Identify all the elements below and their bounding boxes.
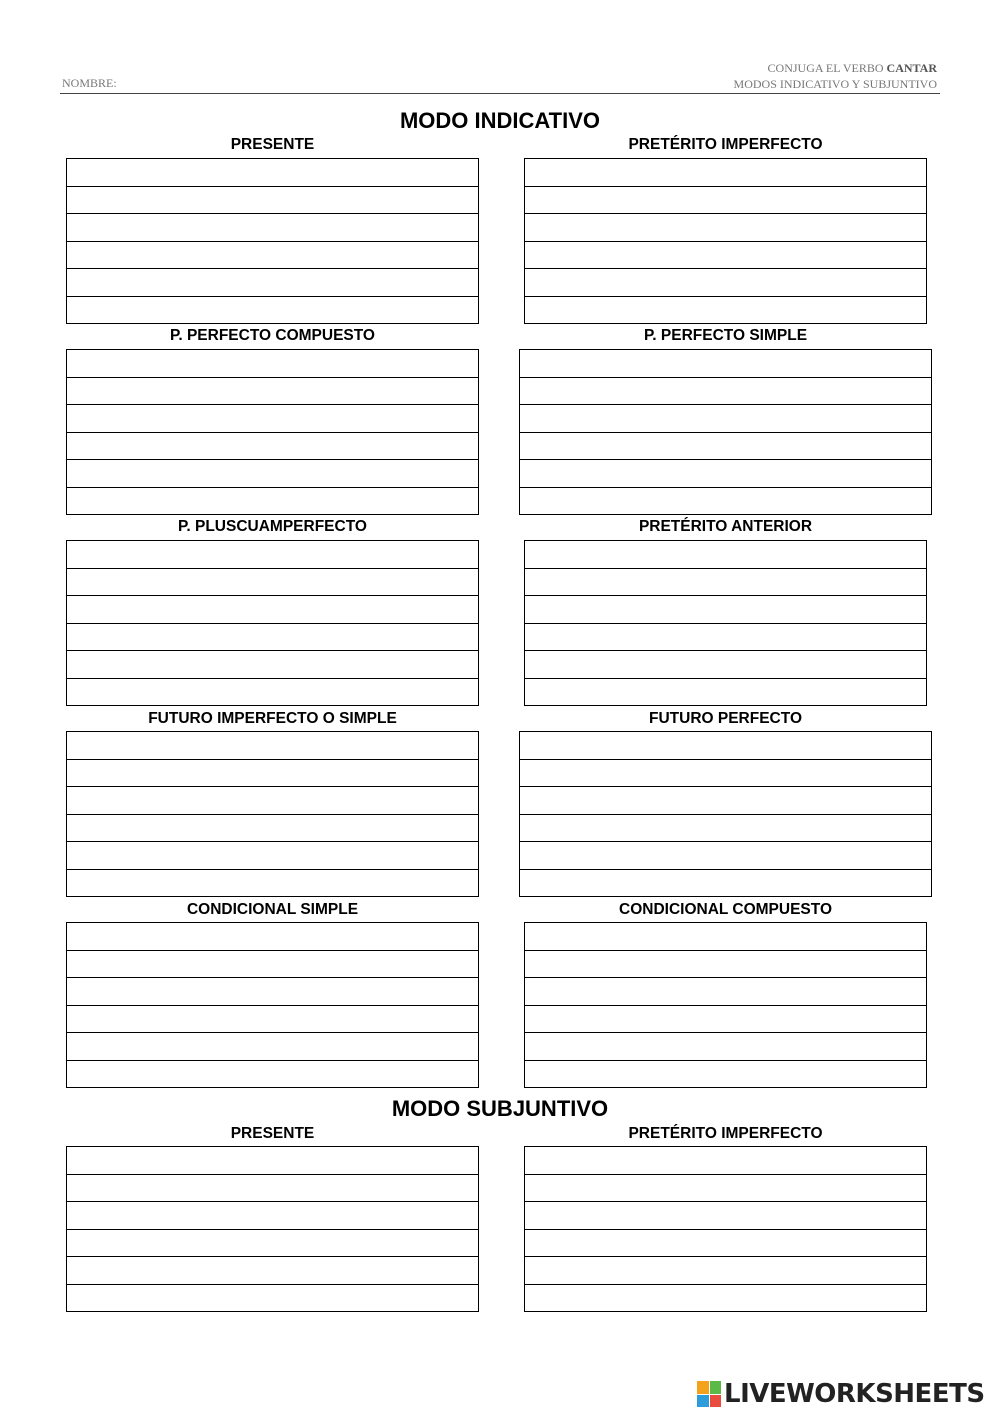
answer-line[interactable] [520,787,931,815]
tense-label-subj-presente: PRESENTE [230,1125,315,1142]
answer-line[interactable] [525,624,926,652]
answer-line[interactable] [67,378,478,406]
answer-line[interactable] [525,951,926,979]
tense-label-presente: PRESENTE [230,136,315,153]
answer-line[interactable] [520,350,931,378]
answer-line[interactable] [520,732,931,760]
answer-box-preterito-imperfecto [524,158,927,324]
answer-line[interactable] [525,1033,926,1061]
answer-line[interactable] [525,541,926,569]
answer-line[interactable] [525,1230,926,1258]
answer-line[interactable] [520,760,931,788]
answer-line[interactable] [525,1006,926,1034]
answer-line[interactable] [525,978,926,1006]
answer-line[interactable] [525,1147,926,1175]
answer-box-condicional-compuesto [524,922,927,1088]
answer-line[interactable] [67,815,478,843]
answer-line[interactable] [67,1202,478,1230]
answer-line[interactable] [525,242,926,270]
name-label: NOMBRE: [62,76,117,90]
liveworksheets-logo[interactable] [697,1378,985,1410]
answer-box-futuro-perfecto [519,731,932,897]
tense-label-perfecto-simple: P. PERFECTO SIMPLE [643,327,808,344]
answer-line[interactable] [525,923,926,951]
answer-line[interactable] [520,488,931,515]
answer-line[interactable] [67,1033,478,1061]
answer-box-perfecto-compuesto [66,349,479,515]
answer-line[interactable] [520,815,931,843]
answer-line[interactable] [67,159,478,187]
answer-line[interactable] [67,951,478,979]
answer-line[interactable] [67,760,478,788]
answer-line[interactable] [67,242,478,270]
answer-line[interactable] [67,732,478,760]
answer-line[interactable] [67,350,478,378]
logo-square-blue [697,1395,709,1408]
answer-line[interactable] [525,1175,926,1203]
answer-line[interactable] [525,214,926,242]
answer-box-subj-preterito-imperfecto [524,1146,927,1312]
header-divider [60,93,940,94]
answer-line[interactable] [520,842,931,870]
logo-square-green [710,1381,722,1394]
answer-box-perfecto-simple [519,349,932,515]
answer-line[interactable] [67,787,478,815]
answer-line[interactable] [67,923,478,951]
answer-line[interactable] [67,679,478,706]
tense-label-condicional-compuesto: CONDICIONAL COMPUESTO [619,901,832,918]
answer-line[interactable] [520,870,931,897]
logo-square-orange [697,1381,709,1394]
heading-verb: CANTAR [886,61,937,75]
answer-line[interactable] [67,460,478,488]
answer-line[interactable] [520,405,931,433]
answer-line[interactable] [67,1285,478,1312]
answer-box-preterito-anterior [524,540,927,706]
answer-box-presente [66,158,479,324]
answer-line[interactable] [67,1257,478,1285]
heading-line-2: MODOS INDICATIVO Y SUBJUNTIVO [733,77,937,91]
answer-line[interactable] [67,488,478,515]
answer-line[interactable] [67,978,478,1006]
answer-line[interactable] [67,1006,478,1034]
answer-line[interactable] [67,1175,478,1203]
tense-label-pluscuamperfecto: P. PLUSCUAMPERFECTO [178,518,367,535]
answer-box-pluscuamperfecto [66,540,479,706]
logo-text: LIVEWORKSHEETS [724,1379,985,1409]
answer-line[interactable] [67,433,478,461]
answer-line[interactable] [525,679,926,706]
answer-line[interactable] [67,1147,478,1175]
answer-line[interactable] [525,269,926,297]
answer-line[interactable] [67,297,478,324]
answer-box-condicional-simple [66,922,479,1088]
answer-line[interactable] [520,378,931,406]
answer-line[interactable] [67,624,478,652]
answer-line[interactable] [525,596,926,624]
answer-box-futuro-imperfecto [66,731,479,897]
answer-line[interactable] [520,460,931,488]
answer-line[interactable] [520,433,931,461]
answer-line[interactable] [67,405,478,433]
indicativo-title: MODO INDICATIVO [399,108,601,133]
answer-box-subj-presente [66,1146,479,1312]
tense-label-futuro-imperfecto: FUTURO IMPERFECTO O SIMPLE [148,710,397,727]
answer-line[interactable] [525,569,926,597]
answer-line[interactable] [67,569,478,597]
answer-line[interactable] [67,214,478,242]
subjuntivo-title: MODO SUBJUNTIVO [391,1096,609,1121]
tense-label-preterito-imperfecto: PRETÉRITO IMPERFECTO [628,136,823,153]
tense-label-preterito-anterior: PRETÉRITO ANTERIOR [638,518,813,535]
answer-line[interactable] [525,1202,926,1230]
answer-line[interactable] [525,1061,926,1088]
answer-line[interactable] [67,541,478,569]
logo-square-red [710,1395,722,1408]
answer-line[interactable] [67,1061,478,1088]
tense-label-perfecto-compuesto: P. PERFECTO COMPUESTO [170,327,375,344]
answer-line[interactable] [67,842,478,870]
heading-line-1 [734,60,937,76]
answer-line[interactable] [67,596,478,624]
answer-line[interactable] [525,187,926,215]
answer-line[interactable] [525,297,926,324]
answer-line[interactable] [67,269,478,297]
answer-line[interactable] [525,651,926,679]
tense-label-futuro-perfecto: FUTURO PERFECTO [649,710,802,727]
answer-line[interactable] [525,1285,926,1312]
liveworksheets-logo-icon [697,1381,721,1407]
answer-line[interactable] [67,870,478,897]
answer-line[interactable] [67,651,478,679]
tense-label-subj-preterito-imperfecto: PRETÉRITO IMPERFECTO [628,1125,823,1142]
answer-line[interactable] [67,1230,478,1258]
tense-label-condicional-simple: CONDICIONAL SIMPLE [186,901,359,918]
worksheet-heading [734,60,937,92]
answer-line[interactable] [67,187,478,215]
answer-line[interactable] [525,1257,926,1285]
heading-prefix: CONJUGA EL VERBO [767,61,887,75]
answer-line[interactable] [525,159,926,187]
